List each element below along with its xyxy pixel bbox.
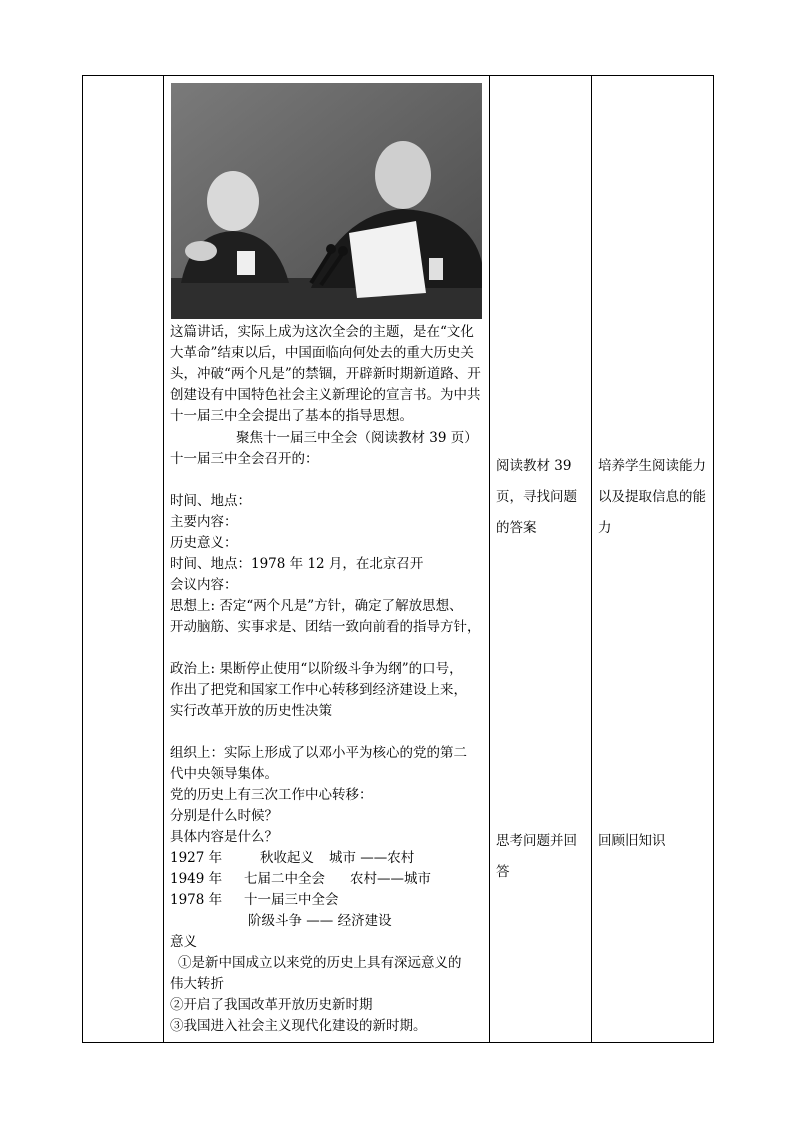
answer-time-place: 时间、地点：1978 年 12 月，在北京召开: [170, 556, 424, 572]
organization-line-1: 组织上：实际上形成了以邓小平为核心的党的第二: [170, 745, 467, 761]
shift-1978: 阶级斗争 —— 经济建设: [248, 913, 392, 929]
politics-line-1: 政治上: 果断停止使用“以阶级斗争为纲”的口号，: [170, 661, 463, 677]
question-significance: 历史意义：: [170, 535, 238, 551]
event-1949: 七届二中全会: [244, 871, 325, 887]
question-main-content: 主要内容：: [170, 514, 238, 530]
significance-1b: 伟大转折: [170, 976, 224, 992]
significance-3: ③我国进入社会主义现代化建设的新时期。: [170, 1018, 427, 1034]
blank-column-cell: [83, 76, 164, 1043]
significance-1a: ①是新中国成立以来党的历史上具有深远意义的: [178, 955, 462, 971]
ideology-line-1: 思想上: 否定“两个凡是”方针，确定了解放思想、: [170, 598, 463, 614]
what-question: 具体内容是什么？: [170, 829, 278, 845]
speech-paragraph: 这篇讲话，实际上成为这次全会的主题，是在“文化大革命”结束以后，中国面临向何处去的重大历史关头，冲破“两个凡是”的禁锢，开辟新时期新道路、开创建设有中国特色社会主义新理论的宣言书。为中共十一届三中全会提出了基本的指导思想。: [170, 324, 481, 424]
student-activity-cell: [490, 76, 592, 1043]
design-intent-cell: [592, 76, 714, 1043]
convened-label: 十一届三中全会召开的：: [170, 451, 319, 467]
question-time-place: 时间、地点：: [170, 493, 251, 509]
year-1949: 1949 年: [170, 871, 223, 887]
content-cell: [164, 76, 490, 1043]
thinking-activity: 思考问题并回答: [496, 833, 577, 880]
meeting-content-label: 会议内容：: [170, 577, 238, 593]
three-shifts-line: 党的历史上有三次工作中心转移：: [170, 787, 373, 803]
reading-activity: 阅读教材 39 页，寻找问题的答案: [496, 458, 577, 536]
politics-line-2: 作出了把党和国家工作中心转移到经济建设上来，: [170, 682, 467, 698]
shift-1927: 城市 ——农村: [329, 850, 415, 866]
year-1927: 1927 年: [170, 850, 223, 866]
review-goal: 回顾旧知识: [598, 833, 666, 849]
ideology-line-2: 开动脑筋、实事求是、团结一致向前看的指导方针，: [170, 619, 481, 635]
reading-goal: 培养学生阅读能力以及提取信息的能力: [598, 458, 706, 536]
focus-heading: 聚焦十一届三中全会（阅读教材 39 页）: [236, 430, 478, 446]
event-1927: 秋收起义: [260, 850, 314, 866]
significance-heading: 意义: [170, 934, 197, 950]
organization-line-2: 代中央领导集体。: [170, 766, 278, 782]
historical-photo: [171, 83, 482, 319]
year-1978: 1978 年: [170, 892, 223, 908]
shift-1949: 农村——城市: [350, 871, 431, 887]
when-question: 分别是什么时候？: [170, 808, 278, 824]
event-1978: 十一届三中全会: [244, 892, 339, 908]
lesson-table: [82, 75, 714, 1043]
politics-line-3: 实行改革开放的历史性决策: [170, 703, 332, 719]
significance-2: ②开启了我国改革开放历史新时期: [170, 997, 373, 1013]
